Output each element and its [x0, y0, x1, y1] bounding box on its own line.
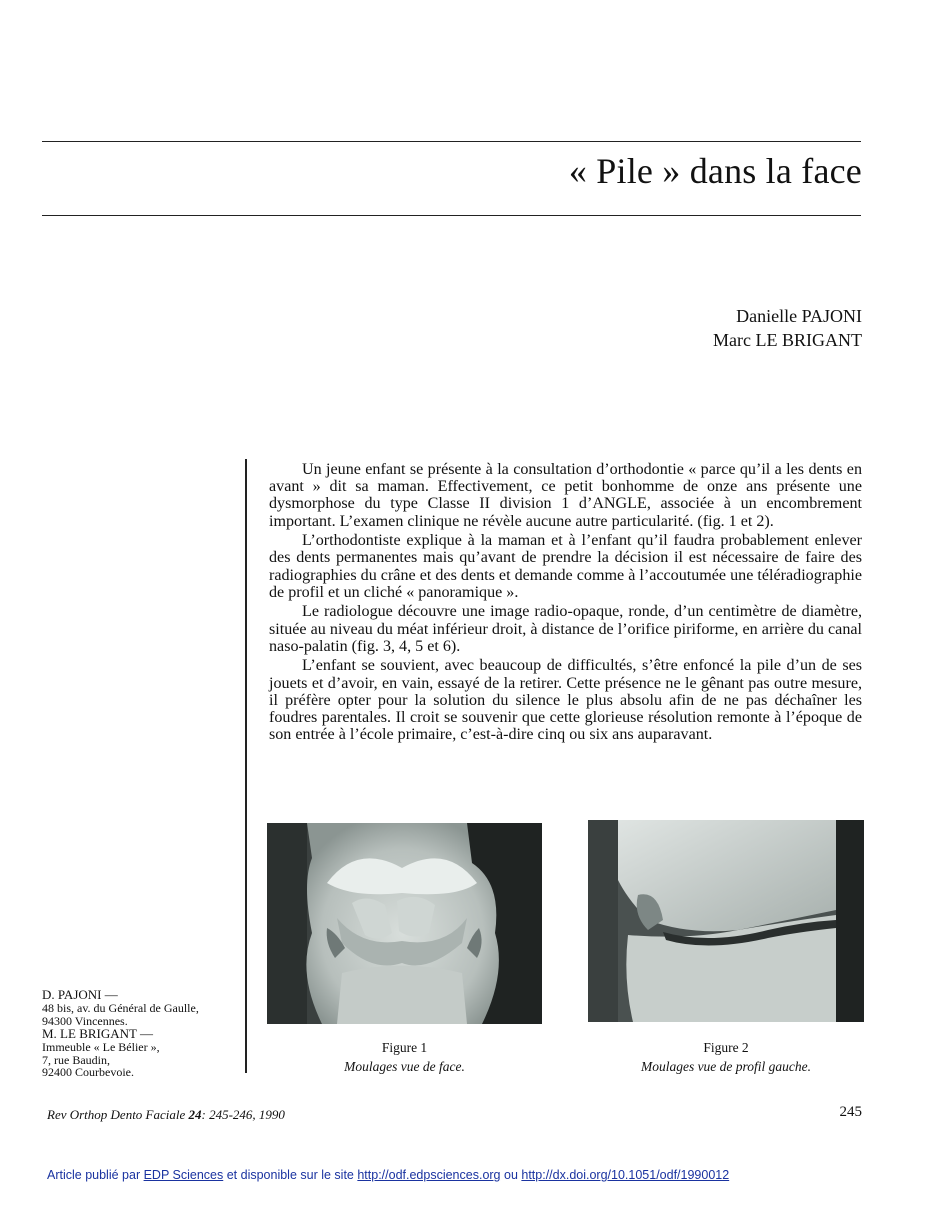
address-line: D. PAJONI — — [42, 987, 118, 1002]
doi-link[interactable]: http://dx.doi.org/10.1051/odf/1990012 — [521, 1168, 730, 1182]
address-line: Immeuble « Le Bélier », — [42, 1039, 160, 1054]
figure-2-caption: Moulages vue de profil gauche. — [640, 1059, 812, 1074]
paragraph-3: Le radiologue découvre une image radio-opaque, ronde, d’un centimètre de diamètre, située au niveau du méat inférieur droit, à distance de l’orifice piriforme, en arrière du canal naso-palatin (fig. 3, 4, 5 et 6). — [269, 603, 862, 655]
journal-citation — [47, 1107, 285, 1123]
address-line: 7, rue Baudin, — [42, 1052, 110, 1067]
footer-middle: et disponible sur le site — [223, 1168, 358, 1182]
journal-name: Rev Orthop Dento Faciale — [47, 1107, 186, 1122]
footer-prefix: Article publié par — [47, 1168, 144, 1182]
journal-volume: 24 — [188, 1107, 202, 1122]
address-line: 94300 Vincennes. — [42, 1013, 128, 1028]
paragraph-2: L’orthodontiste explique à la maman et à l’enfant qu’il faudra probablement enlever des dents permanentes mais qu’avant de prendre la décision il est nécessaire de faire des radiographies du crâne et des dents et demande comme à l’accoutumée une téléradiographie de profil et un cliché « panoramique ». — [269, 532, 862, 601]
figure-1-label: Figure 1 — [381, 1040, 428, 1055]
publisher-footer — [47, 1168, 729, 1182]
figure-1-caption: Moulages vue de face. — [344, 1059, 465, 1074]
title-bottom-rule — [42, 215, 861, 216]
figure-2-label: Figure 2 — [703, 1040, 749, 1055]
title-top-rule — [42, 141, 861, 142]
address-line: 48 bis, av. du Général de Gaulle, — [42, 1000, 199, 1015]
address-line: M. LE BRIGANT — — [42, 1025, 153, 1041]
figure-1-photo — [267, 823, 542, 1024]
address-line: 92400 Courbevoie. — [42, 1065, 134, 1080]
article-body — [269, 461, 862, 746]
paragraph-4: L’enfant se souvient, avec beaucoup de difficultés, s’être enfoncé la pile d’un de ses jouets et d’avoir, en vain, essayé de la retirer. Cette présence ne le gênant pas outre mesure, il préfère opter pour la solution du silence le plus absolu afin de ne pas déchaîner les foudres parentales. Il croit se souvenir que cette glorieuse résolution remonte à l’époque de son entrée à l’école primaire, c’est-à-dire cinq ou six ans auparavant. — [269, 657, 862, 744]
page-number: 245 — [839, 1104, 862, 1120]
figure-2-photo — [588, 820, 864, 1022]
footer-or: ou — [500, 1168, 522, 1182]
author-2: Marc LE BRIGANT — [713, 330, 862, 350]
journal-pages: : 245-246, 1990 — [201, 1107, 285, 1122]
article-title: « Pile » dans la face — [568, 151, 862, 191]
author-1: Danielle PAJONI — [736, 306, 862, 326]
paragraph-1: Un jeune enfant se présente à la consultation d’orthodontie « parce qu’il a les dents en avant » dit sa maman. Effectivement, ce petit bonhomme de onze ans présente une dysmorphose du type Classe II division 1 d’ANGLE, associée à un encombrement important. L’examen clinique ne révèle aucune autre particularité. (fig. 1 et 2). — [269, 461, 862, 530]
margin-vertical-rule — [245, 459, 247, 1073]
publisher-link[interactable]: EDP Sciences — [143, 1168, 224, 1182]
author-addresses — [42, 989, 199, 1079]
site-link[interactable]: http://odf.edpsciences.org — [357, 1168, 501, 1182]
